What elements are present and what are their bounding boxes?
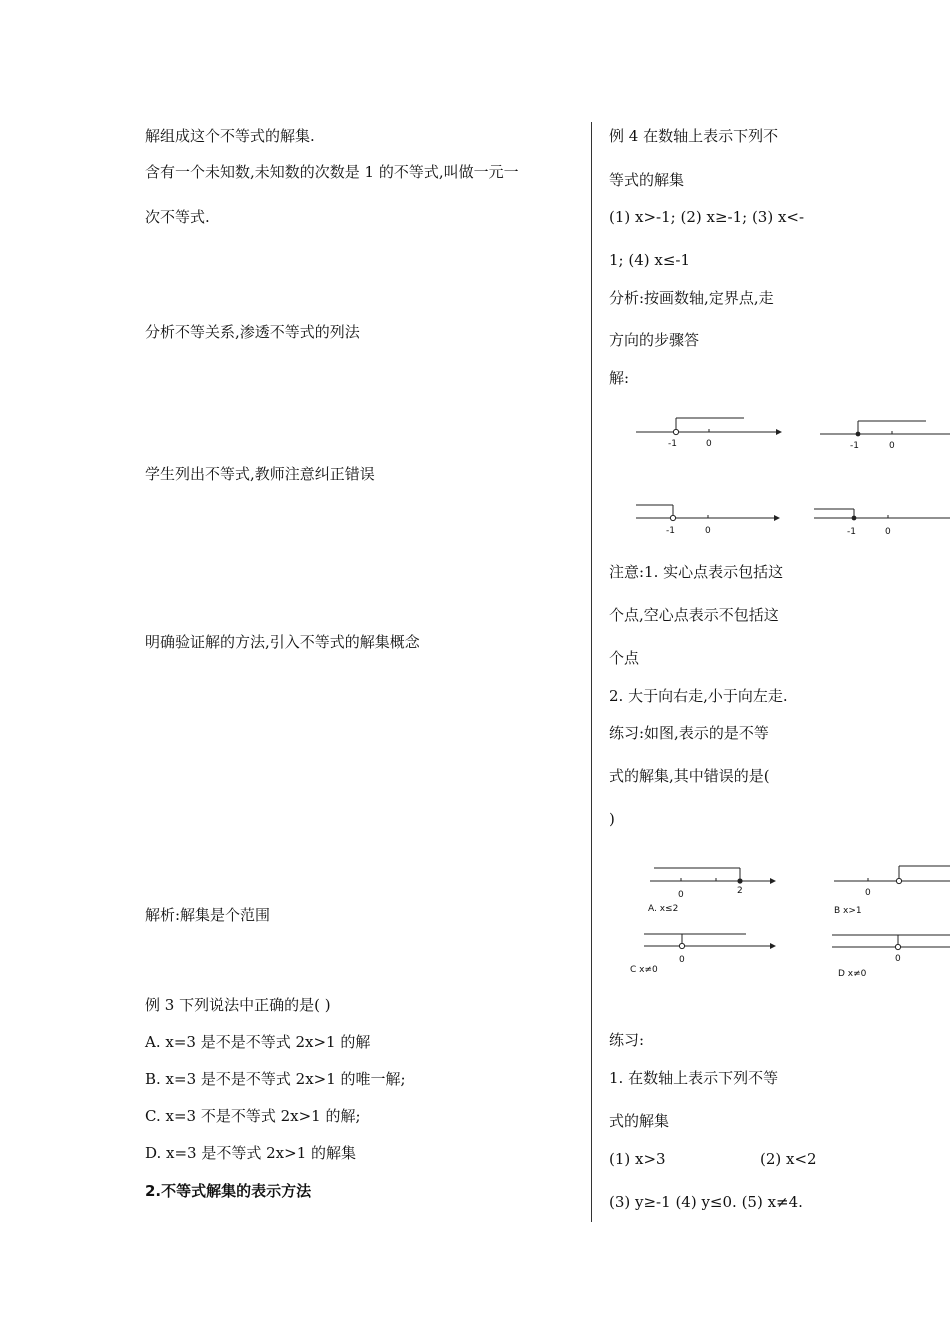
figure-b [832,862,950,917]
tick-label: 0 [706,439,712,449]
caption-c: C x≠0 [630,965,658,975]
text-line: 1; (4) x≤-1 [609,251,691,269]
text-line: 2. 大于向右走,小于向左走. [609,687,788,705]
text-line: 学生列出不等式,教师注意纠正错误 [145,465,375,483]
number-line-x-gt-neg1 [636,412,786,452]
figure-d [830,930,950,980]
column-divider [591,122,592,1222]
option-d: D. x=3 是不等式 2x>1 的解集 [145,1144,357,1162]
text-line: 个点 [609,649,640,667]
tick-label: 0 [895,954,901,964]
text-line: 注意:1. 实心点表示包括这 [609,563,784,581]
text-line: ) [609,810,615,828]
tick-label: 0 [679,955,685,965]
caption-b: B x>1 [834,906,862,916]
text-line: 式的解集,其中错误的是( [609,767,770,785]
figure-a [646,862,781,917]
text-line: 解析:解集是个范围 [145,906,271,924]
text-line: 等式的解集 [609,171,685,189]
tick-label: 0 [889,441,895,451]
tick-label: 0 [885,527,891,537]
example-3-question: 例 3 下列说法中正确的是( ) [145,996,331,1014]
option-b: B. x=3 是不是不等式 2x>1 的唯一解; [145,1070,406,1088]
tick-label: -1 [847,527,856,537]
tick-label: 0 [865,888,871,898]
caption-d: D x≠0 [838,969,867,979]
tick-label: -1 [668,439,677,449]
text-line: 解组成这个不等式的解集. [145,127,315,145]
text-line: 1. 在数轴上表示下列不等 [609,1069,779,1087]
tick-label: 0 [705,526,711,536]
tick-label: -1 [666,526,675,536]
option-a: A. x=3 是不是不等式 2x>1 的解 [145,1033,371,1051]
exercise-3-5: (3) y≥-1 (4) y≤0. (5) x≠4. [609,1193,803,1211]
number-line-x-lt-neg1 [634,498,784,538]
example-4-title: 例 4 在数轴上表示下列不 [609,127,779,145]
text-line: 明确验证解的方法,引入不等式的解集概念 [145,633,420,651]
option-c: C. x=3 不是不等式 2x>1 的解; [145,1107,361,1125]
figure-c [626,930,781,978]
exercise-2: (2) x<2 [760,1150,817,1168]
text-line: (1) x>-1; (2) x≥-1; (3) x<- [609,208,805,226]
text-line: 练习:如图,表示的是不等 [609,724,769,742]
section-heading: 2.不等式解集的表示方法 [145,1182,312,1200]
text-line: 式的解集 [609,1112,670,1130]
text-line: 方向的步骤答 [609,331,700,349]
caption-a: A. x≤2 [648,904,679,914]
tick-label: -1 [850,441,859,451]
text-line: 含有一个未知数,未知数的次数是 1 的不等式,叫做一元一 [145,163,519,181]
exercise-1: (1) x>3 [609,1150,666,1168]
tick-label: 2 [737,886,743,896]
number-line-x-ge-neg1 [820,414,950,454]
text-line: 分析:按画数轴,定界点,走 [609,289,774,307]
text-line: 解: [609,369,630,387]
text-line: 次不等式. [145,208,210,226]
text-line: 练习: [609,1031,645,1049]
text-line: 分析不等关系,渗透不等式的列法 [145,323,360,341]
number-line-x-le-neg1 [812,500,950,540]
text-line: 个点,空心点表示不包括这 [609,606,779,624]
tick-label: 0 [678,890,684,900]
